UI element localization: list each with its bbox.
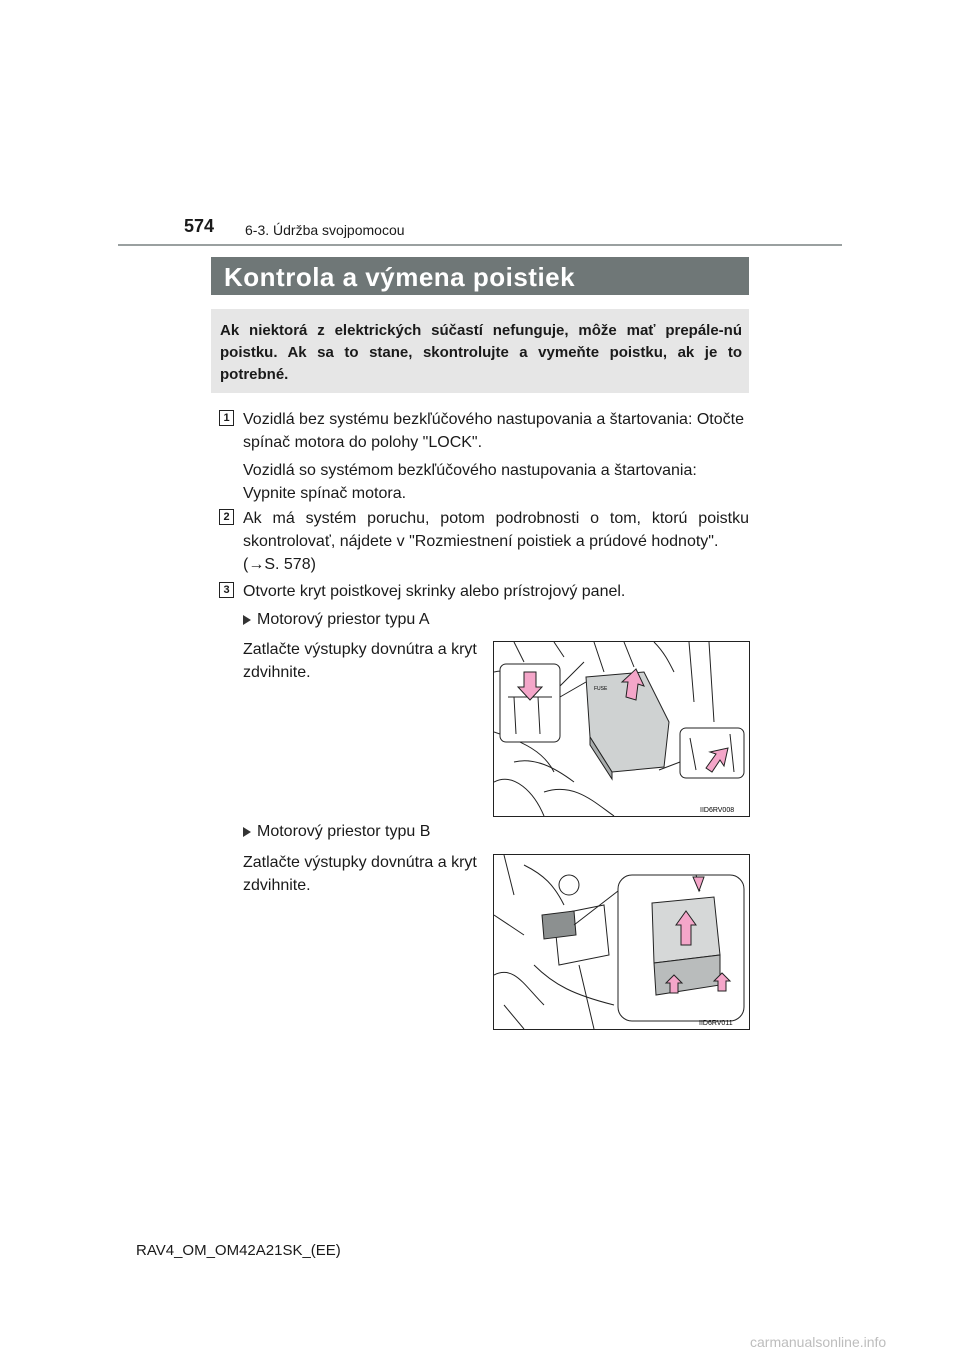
step-badge-1: 1	[219, 410, 234, 426]
fuse-box-type-a-illustration	[494, 642, 749, 816]
step-1-text-b: Vozidlá so systémom bezkľúčového nastupovania a štartovania: Vypnite spínač motora.	[243, 462, 697, 502]
bullet-triangle-icon	[243, 615, 251, 625]
step-3-text: Otvorte kryt poistkovej skrinky alebo prístrojový panel.	[243, 583, 626, 600]
footer-doc-code: RAV4_OM_OM42A21SK_(EE)	[136, 1242, 341, 1259]
figure-b-code: IID6RV011	[699, 1020, 733, 1027]
step-2-text: Ak má systém poruchu, potom podrobnosti o tom, ktorú poistku skontrolovať, nájdete v "Rozmiestnení poistiek a prúdové hodnoty".	[243, 510, 749, 550]
intro-text: Ak niektorá z elektrických súčastí nefunguje, môže mať prepále-nú poistku. Ak sa to stane, skontrolujte a vymeňte poistku, ak je to potrebné.	[220, 322, 742, 383]
step-2-ref: (→S. 578)	[243, 556, 316, 573]
step-1-text-a: Vozidlá bez systému bezkľúčového nastupovania a štartovania: Otočte spínač motora do polohy "LOCK".	[243, 411, 744, 451]
page-heading: Kontrola a výmena poistiek	[224, 262, 576, 292]
section-title: 6-3. Údržba svojpomocou	[245, 222, 405, 238]
type-a-instruction: Zatlačte výstupky dovnútra a kryt zdvihnite.	[243, 641, 477, 681]
heading-bar	[211, 257, 749, 295]
fuse-box-type-b-illustration	[494, 855, 749, 1029]
figure-a-code: IID6RV008	[700, 807, 735, 814]
intro-box	[211, 309, 749, 393]
type-b-instruction: Zatlačte výstupky dovnútra a kryt zdvihnite.	[243, 854, 477, 894]
header-rule	[118, 244, 842, 246]
watermark: carmanualsonline.info	[750, 1334, 887, 1350]
step-badge-3: 3	[219, 582, 234, 598]
type-b-label	[243, 820, 430, 843]
page-number: 574	[184, 216, 215, 236]
bullet-triangle-icon	[243, 827, 251, 837]
type-b-label-text: Motorový priestor typu B	[257, 823, 431, 840]
type-a-label-text: Motorový priestor typu A	[257, 611, 430, 628]
type-a-label	[243, 608, 430, 631]
svg-text:FUSE: FUSE	[594, 686, 608, 692]
figure-type-a	[493, 641, 750, 817]
step-badge-2: 2	[219, 509, 234, 525]
figure-type-b	[493, 854, 750, 1030]
